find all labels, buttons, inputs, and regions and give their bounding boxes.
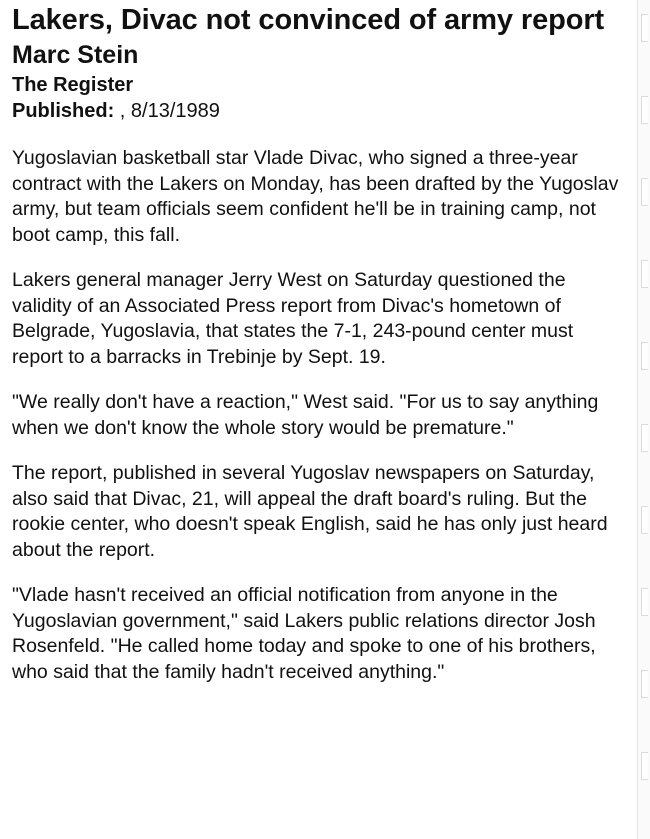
paragraph: The report, published in several Yugoslav newspapers on Saturday, also said that Divac, 21, will appeal the draft board's ruling. But the rookie center, who doesn't speak English, said he has only just heard about the report. [12, 462, 608, 561]
published-label: Published: [12, 100, 115, 122]
published-date: , 8/13/1989 [114, 100, 220, 122]
rail-marker [641, 342, 648, 370]
rail-marker [641, 260, 648, 288]
headline: Lakers, Divac not convinced of army report [12, 4, 605, 36]
rail-marker [641, 424, 648, 452]
rail-marker [641, 670, 648, 698]
rail-marker [641, 506, 648, 534]
article [12, 2, 627, 705]
byline-author: Marc Stein [12, 41, 139, 69]
rail-marker [641, 178, 648, 206]
paragraph: Yugoslavian basketball star Vlade Divac, who signed a three-year contract with the Lakers on Monday, has been drafted by the Yugoslav army, but team officials seem confident he'll be in training camp, not boot camp, this fall. [12, 147, 619, 246]
rail-marker [641, 14, 648, 42]
article-body [12, 146, 627, 685]
paragraph: "We really don't have a reaction," West said. "For us to say anything when we don't know the whole story would be premature." [12, 391, 599, 439]
publication-source: The Register [12, 74, 134, 96]
rail-marker [641, 752, 648, 780]
paragraph: Lakers general manager Jerry West on Saturday questioned the validity of an Associated Press report from Divac's hometown of Belgrade, Yugoslavia, that states the 7-1, 243-pound center must report to a barracks in Trebinje by Sept. 19. [12, 269, 574, 368]
published-line [12, 98, 627, 124]
right-scroll-rail[interactable] [637, 0, 650, 839]
paragraph: "Vlade hasn't received an official notification from anyone in the Yugoslavian government," said Lakers public relations director Josh Rosenfeld. "He called home today and spoke to one of his brothers, who said that the family hadn't received anything." [12, 584, 596, 683]
rail-marker [641, 588, 648, 616]
rail-marker [641, 96, 648, 124]
